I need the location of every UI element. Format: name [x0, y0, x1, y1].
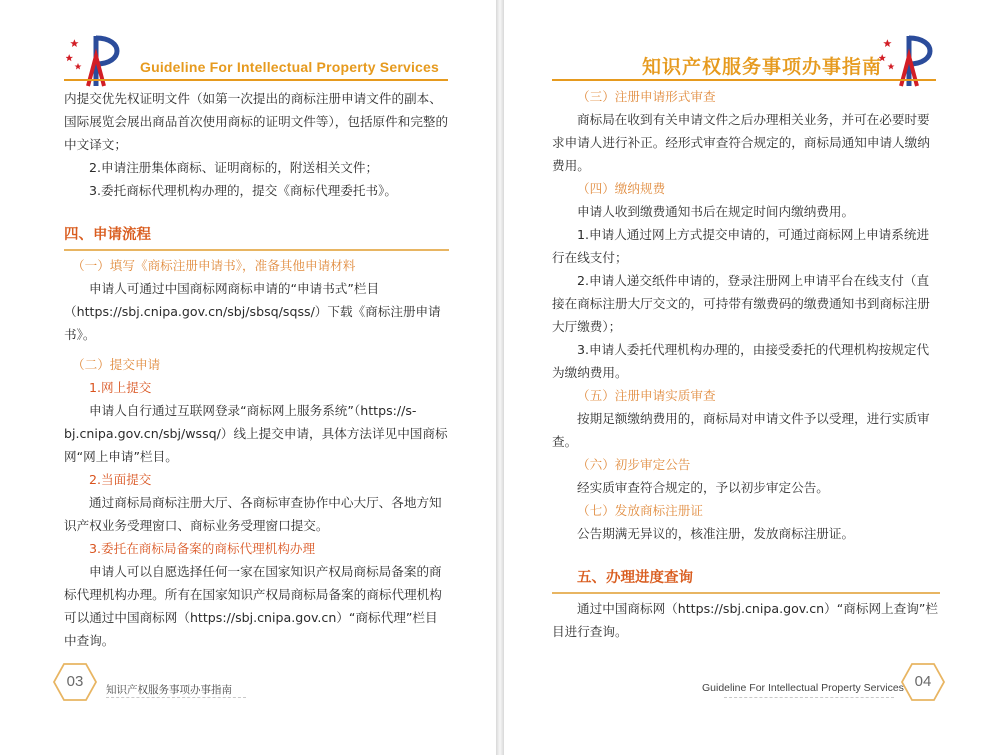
- page-footer: Guideline For Intellectual Property Services: [702, 682, 904, 694]
- paragraph: 2.申请人递交纸件申请的，登录注册网上申请平台在线支付（直接在商标注册大厅交文的，可持带有缴费码的缴费通知书到商标注册大厅缴费）；: [552, 273, 930, 334]
- right-page: [504, 0, 1000, 755]
- step-heading: （三）注册申请形式审查: [577, 89, 716, 104]
- step-heading: （四）缴纳规费: [577, 181, 666, 196]
- step-heading: （一）填写《商标注册申请书》，准备其他申请材料: [72, 258, 356, 273]
- page-number: 03: [66, 673, 84, 690]
- section-title: 四、申请流程: [64, 224, 449, 251]
- section-title: 五、办理进度查询: [552, 567, 940, 594]
- paragraph: 1.申请人通过网上方式提交申请的，可通过商标网上申请系统进行在线支付；: [552, 227, 930, 265]
- step-heading: （二）提交申请: [72, 357, 161, 372]
- paragraph: 通过中国商标网（https://sbj.cnipa.gov.cn）“商标网上查询”栏目进行查询。: [552, 601, 938, 639]
- paragraph: 商标局在收到有关申请文件之后办理相关业务，并可在必要时要求申请人进行补正。经形式审查符合规定的，商标局通知申请人缴纳费用。: [552, 112, 930, 173]
- paragraph: 通过商标局商标注册大厅、各商标审查协作中心大厅、各地方知识产权业务受理窗口、商标业务受理窗口提交。: [64, 495, 442, 533]
- page-number: 04: [914, 673, 932, 690]
- header-divider: [64, 79, 448, 81]
- page-footer: 知识产权服务事项办事指南: [106, 684, 232, 696]
- paragraph: 2.申请注册集体商标、证明商标的，附送相关文件；: [89, 160, 379, 175]
- header-divider: [552, 79, 936, 81]
- paragraph: 经实质审查符合规定的，予以初步审定公告。: [577, 480, 829, 495]
- paragraph: 申请人自行通过互联网登录“商标网上服务系统”（https://s-bj.cnipa.gov.cn/sbj/wssq/）线上提交申请，具体方法详见中国商标网“网上申请”栏目。: [64, 403, 448, 464]
- step-heading: （五）注册申请实质审查: [577, 388, 716, 403]
- paragraph: 申请人可以自愿选择任何一家在国家知识产权局商标局备案的商标代理机构办理。所有在国家知识产权局商标局备案的商标代理机构可以通过中国商标网（https://sbj.cnipa.gov.cn）“商标代理”栏目中查询。: [64, 564, 442, 648]
- paragraph: 公告期满无异议的，核准注册，发放商标注册证。: [577, 526, 855, 541]
- step-heading: （六）初步审定公告: [577, 457, 691, 472]
- left-page-body: [64, 87, 449, 652]
- sub-heading: 1.网上提交: [89, 380, 152, 395]
- paragraph: 内提交优先权证明文件（如第一次提出的商标注册申请文件的副本、国际展览会展出商品首次使用商标的证明文件等），包括原件和完整的中文译文；: [64, 91, 449, 152]
- sub-heading: 2.当面提交: [89, 472, 152, 487]
- paragraph: 按期足额缴纳费用的，商标局对申请文件予以受理，进行实质审查。: [552, 411, 930, 449]
- paragraph: 3.申请人委托代理机构办理的，由接受委托的代理机构按规定代为缴纳费用。: [552, 342, 930, 380]
- step-heading: （七）发放商标注册证: [577, 503, 703, 518]
- paragraph: 申请人可通过中国商标网商标申请的“申请书式”栏目（https://sbj.cnipa.gov.cn/sbj/sbsq/sqss/）下载《商标注册申请书》。: [64, 281, 441, 342]
- page-header-english: Guideline For Intellectual Property Services: [140, 59, 440, 75]
- page-number-badge: [900, 662, 946, 702]
- right-page-body: [552, 85, 940, 643]
- footer-divider: [106, 697, 246, 699]
- sub-heading: 3.委托在商标局备案的商标代理机构办理: [89, 541, 316, 556]
- book-spine: [496, 0, 504, 755]
- paragraph: 申请人收到缴费通知书后在规定时间内缴纳费用。: [577, 204, 855, 219]
- page-header-chinese: 知识产权服务事项办事指南: [642, 56, 883, 78]
- page-number-badge: [52, 662, 98, 702]
- paragraph: 3.委托商标代理机构办理的，提交《商标代理委托书》。: [89, 183, 397, 198]
- left-page: [0, 0, 496, 755]
- footer-divider: [724, 697, 894, 699]
